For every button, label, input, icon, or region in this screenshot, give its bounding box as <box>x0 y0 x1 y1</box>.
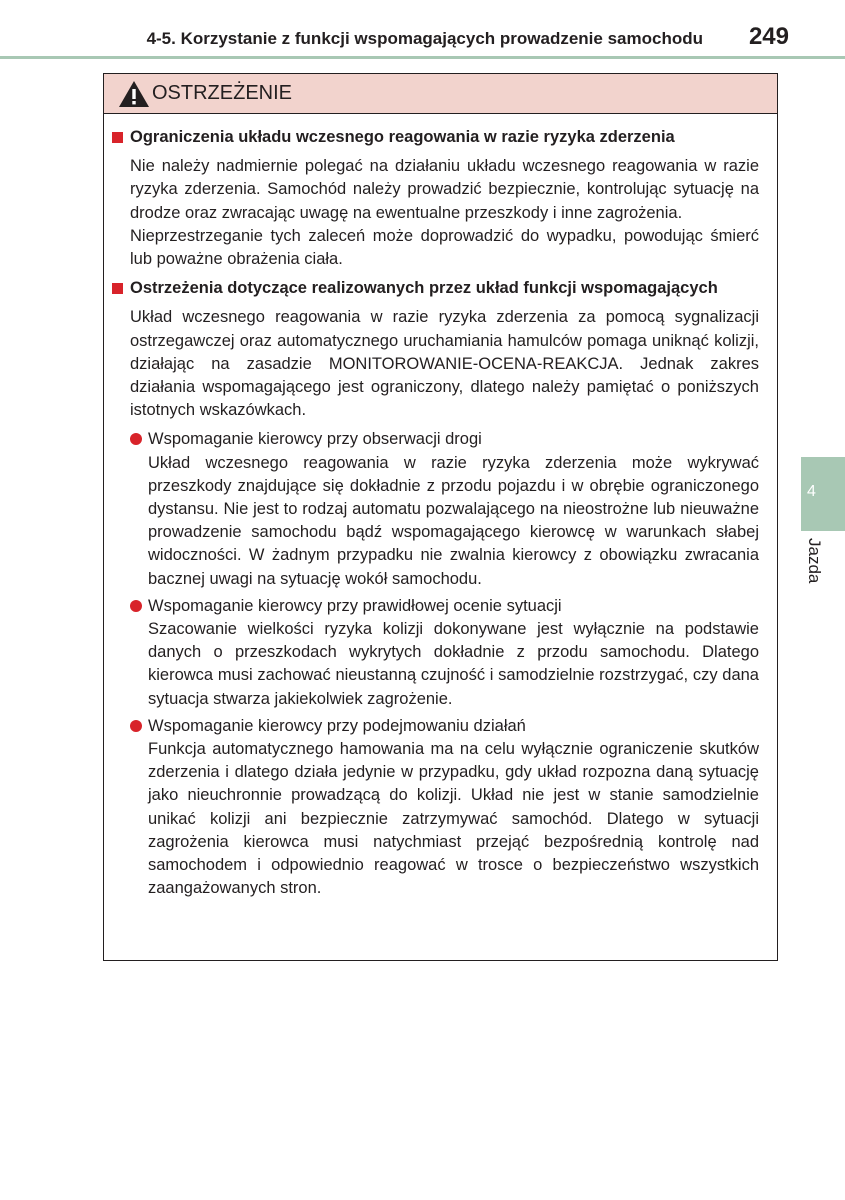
list-item-heading <box>130 715 759 738</box>
list-item-heading <box>130 595 759 618</box>
list-item-body: Funkcja automatycznego hamowania ma na celu wyłącznie ograniczenie skutków zderzenia i dlatego działa jedynie w przypadku, gdy układ rozpozna daną sytuację jako nieuchronnie prowadzącą do kolizji. Układ nie jest w stanie samodzielnie unikać kolizji ani bezpiecznie zatrzymywać samochód. Dlatego w sytuacji zagrożenia kierowca musi natychmiast przejąć bezpośrednią kontrolę nad samochodem i odpowiednio reagować w trosce o bezpieczeństwo wszystkich zaangażowanych stron. <box>148 740 759 898</box>
paragraph: Nie należy nadmiernie polegać na działaniu układu wczesnego reagowania w razie ryzyka zderzenia. Samochód należy prowadzić bezpiecznie, kontrolując sytuację na drodze oraz zwracając uwagę na ewentualne przeszkody i inne zagrożenia. <box>130 157 759 222</box>
section-heading <box>112 277 759 300</box>
list-item <box>112 715 759 901</box>
header-rule <box>0 56 845 59</box>
section-body <box>112 306 759 422</box>
section-body <box>112 155 759 271</box>
section-heading-text: Ograniczenia układu wczesnego reagowania w razie ryzyka zderzenia <box>130 128 675 146</box>
paragraph: Układ wczesnego reagowania w razie ryzyka zderzenia za pomocą sygnalizacji ostrzegawczej oraz automatycznego uruchamiania hamulców pomaga uniknąć kolizji, działając na zasadzie MONITOROWANIE-OCENA-REAKCJA. Jednak zakres działania wspomagającego jest ograniczony, dlatego należy pamiętać o poniższych istotnych wskazówkach. <box>130 308 759 420</box>
paragraph: Nieprzestrzeganie tych zaleceń może doprowadzić do wypadku, powodując śmierć lub poważne obrażenia ciała. <box>130 226 759 269</box>
chapter-tab-number: 4 <box>807 483 816 500</box>
list-item-body: Układ wczesnego reagowania w razie ryzyka zderzenia może wykrywać przeszkody znajdujące się dokładnie z przodu pojazdu i w obrębie ograniczonego dystansu. Nie jest to rodzaj automatu pozwalającego na nieostrożne lub nieuważne prowadzenie samochodu bądź wspomagającego kierowcę w warunkach słabej widoczności. W żadnym przypadku nie zwalnia kierowcy z obowiązku zwracania bacznej uwagi na sytuację wokół samochodu. <box>148 453 759 588</box>
section-heading-text: Ostrzeżenia dotyczące realizowanych przez układ funkcji wspomagających <box>130 279 718 298</box>
chapter-tab <box>801 457 845 531</box>
section-heading <box>112 126 759 149</box>
warning-header <box>104 74 777 114</box>
warning-content <box>104 114 777 901</box>
square-bullet-icon <box>112 283 123 294</box>
page-number: 249 <box>748 23 789 50</box>
warning-title: OSTRZEŻENIE <box>152 82 293 104</box>
list-item <box>112 428 759 590</box>
round-bullet-icon <box>130 600 142 612</box>
list-item-body: Szacowanie wielkości ryzyka kolizji dokonywane jest wyłącznie na podstawie danych o przeszkodach wykrytych dokładnie z przodu samochodu. Dlatego kierowca musi zachować nieustanną czujność i samodzielnie rozstrzygać, czy dana sytuacja stwarza jakiekolwiek zagrożenie. <box>148 620 759 708</box>
list-item-heading <box>130 428 759 451</box>
section-title: 4-5. Korzystanie z funkcji wspomagających prowadzenie samochodu <box>146 29 703 48</box>
chapter-tab-label: Jazda <box>805 538 824 584</box>
list-item <box>112 595 759 711</box>
round-bullet-icon <box>130 720 142 732</box>
square-bullet-icon <box>112 132 123 143</box>
warning-triangle-icon <box>118 80 150 108</box>
warning-box <box>103 73 778 961</box>
list-item-title: Wspomaganie kierowcy przy podejmowaniu działań <box>148 716 526 735</box>
list-item-title: Wspomaganie kierowcy przy obserwacji drogi <box>148 430 482 449</box>
round-bullet-icon <box>130 433 142 445</box>
list-item-title: Wspomaganie kierowcy przy prawidłowej ocenie sytuacji <box>148 596 562 615</box>
page-header <box>0 0 845 60</box>
